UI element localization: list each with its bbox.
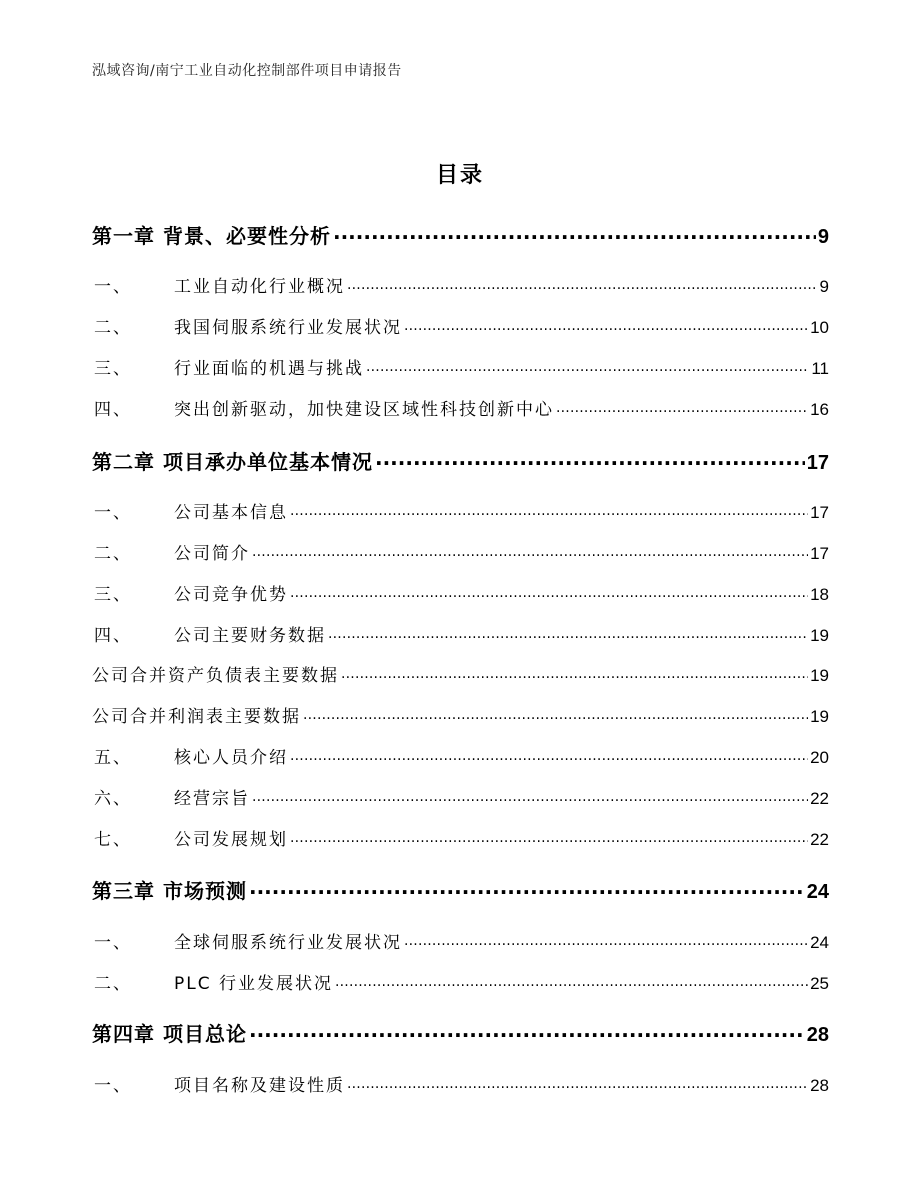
toc-entry-page: 20: [810, 748, 829, 767]
toc-entry-text: 公司合并资产负债表主要数据: [92, 666, 339, 686]
toc-entry-number: 一、: [94, 933, 132, 953]
toc-entry-number: 二、: [94, 318, 132, 338]
toc-entry-number: 四、: [94, 400, 132, 420]
toc-entry-text: 公司合并利润表主要数据: [92, 707, 301, 727]
toc-entry-page: 24: [810, 933, 829, 952]
toc-entry-text: 我国伺服系统行业发展状况: [174, 318, 402, 338]
toc-entry-page: 17: [806, 452, 829, 474]
toc-entry-page: 25: [810, 974, 829, 993]
toc-entry-text: 市场预测: [162, 879, 247, 903]
toc-entry-text: 项目名称及建设性质: [174, 1076, 345, 1096]
dot-leader: [404, 931, 808, 948]
toc-entry-page: 19: [810, 626, 829, 645]
toc-entry-text: 公司简介: [174, 544, 250, 564]
toc-entry-page: 17: [810, 503, 829, 522]
toc-entry-page: 16: [810, 400, 829, 419]
toc-entry-number: 六、: [94, 789, 132, 809]
toc-entry-text: 全球伺服系统行业发展状况: [174, 933, 402, 953]
toc-entry-page: 24: [806, 881, 829, 903]
toc-entry-page: 18: [810, 585, 829, 604]
dot-leader: [347, 275, 818, 292]
toc-entry-text: 公司主要财务数据: [174, 626, 326, 646]
toc-entry-section[interactable]: [92, 395, 829, 421]
toc-entry-chapter[interactable]: [92, 875, 829, 905]
dot-leader: [249, 878, 805, 898]
toc-entry-subsection[interactable]: [92, 661, 829, 687]
dot-leader: [290, 501, 808, 518]
toc-entry-text: 行业面临的机遇与挑战: [174, 359, 364, 379]
toc-entry-section[interactable]: [92, 313, 829, 339]
toc-entry-number: 五、: [94, 748, 132, 768]
toc-entry-number: 二、: [94, 544, 132, 564]
toc-entry-page: 17: [810, 544, 829, 563]
toc-entry-page: 28: [806, 1024, 829, 1046]
dot-leader: [290, 746, 808, 763]
toc-entry-text: 项目总论: [162, 1022, 247, 1046]
dot-leader: [290, 583, 808, 600]
table-of-contents: [92, 0, 829, 1191]
toc-entry-section[interactable]: [92, 743, 829, 769]
toc-entry-number: 一、: [94, 503, 132, 523]
toc-entry-section[interactable]: [92, 354, 829, 380]
toc-entry-number: 四、: [94, 626, 132, 646]
toc-entry-text: 背景、必要性分析: [162, 224, 331, 248]
toc-entry-text: PLC 行业发展状况: [174, 974, 333, 994]
toc-entry-section[interactable]: [92, 272, 829, 298]
toc-entry-text: 公司发展规划: [174, 830, 288, 850]
toc-entry-page: 22: [810, 789, 829, 808]
toc-entry-subsection[interactable]: [92, 702, 829, 728]
toc-entry-number: 七、: [94, 830, 132, 850]
toc-entry-number: 一、: [94, 1076, 132, 1096]
toc-entry-chapter[interactable]: [92, 446, 829, 476]
toc-entry-text: 经营宗旨: [174, 789, 250, 809]
toc-entry-section[interactable]: [92, 825, 829, 851]
toc-entry-page: 28: [810, 1076, 829, 1095]
toc-entry-section[interactable]: [92, 580, 829, 606]
dot-leader: [249, 1021, 805, 1041]
toc-entry-text: 公司竞争优势: [174, 585, 288, 605]
toc-entry-page: 11: [811, 359, 829, 378]
toc-entry-chapter[interactable]: [92, 220, 829, 250]
dot-leader: [252, 787, 808, 804]
dot-leader: [404, 316, 808, 333]
toc-entry-section[interactable]: [92, 969, 829, 995]
toc-entry-text: 项目承办单位基本情况: [162, 450, 373, 474]
toc-entry-section[interactable]: [92, 498, 829, 524]
dot-leader: [347, 1074, 808, 1091]
toc-entry-text: 核心人员介绍: [174, 748, 288, 768]
dot-leader: [366, 357, 809, 374]
toc-entry-section[interactable]: [92, 784, 829, 810]
dot-leader: [333, 223, 816, 243]
dot-leader: [252, 542, 808, 559]
toc-entry-section[interactable]: [92, 928, 829, 954]
dot-leader: [335, 972, 808, 989]
toc-entry-chapter[interactable]: [92, 1018, 829, 1048]
toc-entry-page: 9: [817, 226, 829, 248]
dot-leader: [341, 664, 808, 681]
dot-leader: [303, 705, 808, 722]
toc-entry-number: 一、: [94, 277, 132, 297]
toc-entry-number: 三、: [94, 585, 132, 605]
toc-entry-number: 三、: [94, 359, 132, 379]
toc-entry-page: 9: [819, 277, 829, 296]
toc-entry-number: 第三章: [92, 879, 155, 903]
toc-title: 目录: [435, 163, 484, 188]
toc-entry-page: 19: [810, 707, 829, 726]
toc-entry-number: 二、: [94, 974, 132, 994]
toc-entry-page: 22: [810, 830, 829, 849]
dot-leader: [375, 449, 805, 469]
toc-entry-section[interactable]: [92, 1071, 829, 1097]
dot-leader: [328, 624, 808, 641]
toc-entry-number: 第二章: [92, 450, 155, 474]
dot-leader: [556, 398, 808, 415]
toc-entry-section[interactable]: [92, 539, 829, 565]
toc-entry-number: 第一章: [92, 224, 155, 248]
page-header: 泓域咨询/南宁工业自动化控制部件项目申请报告: [92, 63, 402, 79]
toc-entry-text: 突出创新驱动，加快建设区域性科技创新中心: [174, 400, 554, 420]
toc-entry-section[interactable]: [92, 621, 829, 647]
toc-entry-page: 10: [810, 318, 829, 337]
toc-entry-page: 19: [810, 666, 829, 685]
toc-entry-number: 第四章: [92, 1022, 155, 1046]
toc-entry-text: 工业自动化行业概况: [174, 277, 345, 297]
toc-entry-text: 公司基本信息: [174, 503, 288, 523]
dot-leader: [290, 828, 808, 845]
